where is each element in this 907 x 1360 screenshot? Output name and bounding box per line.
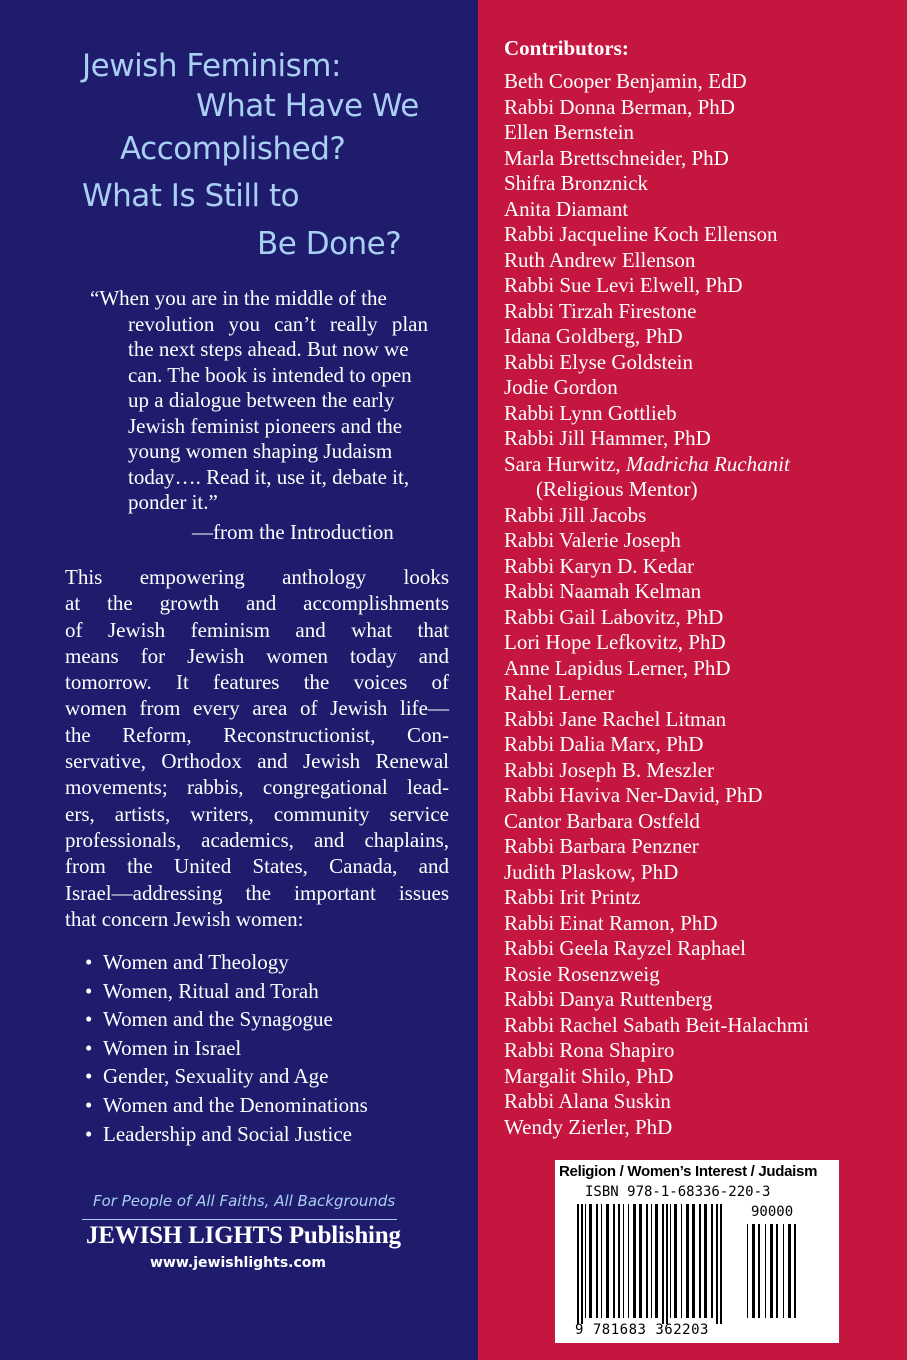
topic-label: Leadership and Social Justice [103,1121,353,1146]
barcode-bar [666,1204,668,1324]
barcode-category: Religion / Women’s Interest / Judaism [559,1163,818,1180]
barcode-bar [770,1224,773,1318]
publisher-tagline: For People of All Faiths, All Backgrounds [93,1192,396,1210]
title-line-1: Jewish Feminism: [82,48,341,84]
description-line: women from every area of Jewish life— [65,696,449,721]
contributor: Rabbi Donna Berman, PhD [504,94,735,119]
quote-line: can. The book is intended to open [128,362,412,387]
barcode-box [555,1160,839,1343]
barcode-bar [681,1204,682,1318]
bullet-icon: • [85,1121,93,1146]
contributor: Rabbi Jacqueline Koch Ellenson [504,222,778,246]
list-item [85,977,368,1006]
barcode-bar [670,1204,671,1318]
description-line: tomorrow. It features the voices of [65,670,449,695]
barcode-bar [788,1224,791,1318]
contributor: Rabbi Alana Suskin [504,1089,671,1113]
description-line: the Reform, Reconstructionist, Con- [65,722,449,747]
title-line-4: What Is Still to [82,178,300,214]
contributor: Jodie Gordon [504,375,618,399]
barcode-bar [589,1204,592,1318]
contributor: Rabbi Geela Rayzel Raphael [504,936,746,960]
barcode-bar [613,1204,615,1318]
description-line: that concern Jewish women: [65,906,304,931]
barcode-bar [765,1224,766,1318]
contributor: Rabbi Barbara Penzner [504,834,699,858]
contributor: Rabbi Dalia Marx, PhD [504,732,704,756]
description-line: This empowering anthology looks [65,565,449,589]
contributor: Margalit Shilo, PhD [504,1063,674,1088]
barcode-bar [720,1204,722,1324]
barcode-bar [628,1204,629,1318]
contributor-title: Madricha Ruchanit [625,451,790,476]
bullet-icon: • [85,1064,93,1089]
contributor: Shifra Bronznick [504,171,649,195]
bullet-icon: • [85,1007,93,1032]
topic-label: Women, Ritual and Torah [103,978,319,1003]
contributor [504,452,809,478]
list-item [85,1005,368,1034]
barcode-bar [623,1204,624,1318]
publisher-url[interactable]: www.jewishlights.com [150,1255,326,1271]
title-line-5: Be Done? [257,226,402,262]
intro-quote [90,286,428,516]
barcode-bar [596,1204,598,1318]
contributor: Wendy Zierler, PhD [504,1114,673,1139]
contributor: Rabbi Valerie Joseph [504,528,681,552]
barcode-bar [711,1204,713,1318]
barcode-bar [699,1204,701,1318]
bullet-icon: • [85,978,93,1003]
barcode-bar [747,1224,748,1318]
contributor: Rosie Rosenzweig [504,961,660,986]
barcode-bar [752,1224,755,1318]
barcode-bar [633,1204,636,1318]
contributor: Rahel Lerner [504,681,615,705]
contributor: Rabbi Einat Ramon, PhD [504,910,718,935]
contributor: Rabbi Haviva Ner-David, PhD [504,783,763,807]
barcode-bar [618,1204,620,1318]
topic-label: Women in Israel [103,1035,242,1060]
quote-line: up a dialogue between the early [128,388,395,412]
contributor: Rabbi Irit Printz [504,885,641,909]
topic-label: Women and Theology [103,950,289,974]
contributor: Rabbi Karyn D. Kedar [504,553,695,578]
quote-line: young women shaping Judaism [128,439,393,463]
contributor: Rabbi Naamah Kelman [504,579,702,603]
description-line: at the growth and accomplishments [65,591,449,616]
bullet-icon: • [85,1035,93,1060]
barcode-bar [651,1204,652,1318]
barcode-bar [655,1204,658,1318]
barcode-bar [581,1204,583,1324]
quote-line: ponder it.” [128,490,218,514]
description-line: ers, artists, writers, community service [65,801,449,826]
contributor: Cantor Barbara Ostfeld [504,808,700,833]
quote-line: Jewish feminist pioneers and the [128,413,403,438]
contributor: Lori Hope Lefkovitz, PhD [504,630,726,654]
contributor: Beth Cooper Benjamin, EdD [504,69,747,93]
barcode-bar [606,1204,609,1318]
quote-line: the next steps ahead. But now we [128,337,409,361]
barcode-bar [783,1224,784,1318]
list-item [85,1034,368,1063]
quote-line: today…. Read it, use it, debate it, [128,464,410,489]
contributors-list [504,69,809,1140]
list-item [85,1091,368,1120]
barcode-bar [776,1224,778,1318]
barcode-bar [686,1204,689,1318]
topic-label: Women and the Denominations [103,1092,368,1117]
barcode-bar [585,1204,586,1318]
ean-digits: 9 781683 362203 [575,1322,709,1338]
description-line: professionals, academics, and chaplains, [65,827,449,852]
description-line: from the United States, Canada, and [65,854,449,879]
barcode-bar [674,1204,677,1318]
barcode-bar [601,1204,602,1318]
contributor: Rabbi Gail Labovitz, PhD [504,604,724,629]
contributor-title-translation: (Religious Mentor) [536,477,698,501]
publisher-divider [82,1219,397,1220]
topic-list [85,948,368,1148]
description-line: Israel—addressing the important issues [65,880,449,905]
barcode-bar [704,1204,707,1318]
list-item [85,1120,368,1149]
list-item [85,1062,368,1091]
contributor: Ruth Andrew Ellenson [504,247,696,272]
barcode-bar [692,1204,695,1318]
contributor: Marla Brettschneider, PhD [504,145,729,170]
barcode-bar [758,1224,760,1318]
contributor: Rabbi Elyse Goldstein [504,349,693,374]
contributor: Rabbi Jill Jacobs [504,502,647,527]
topic-label: Gender, Sexuality and Age [103,1064,329,1089]
bullet-icon: • [85,1092,93,1117]
contributors-heading: Contributors: [504,36,629,60]
title-line-3: Accomplished? [120,131,346,167]
quote-attribution: —from the Introduction [192,520,394,544]
bullet-icon: • [85,950,93,974]
barcode-bar [646,1204,648,1318]
title-line-2: What Have We [196,88,419,124]
contributor: Rabbi Jill Hammer, PhD [504,426,711,450]
contributor: Rabbi Rachel Sabath Beit-Halachmi [504,1012,809,1037]
contributor: Anita Diamant [504,196,629,221]
contributor: Rabbi Danya Ruttenberg [504,987,713,1011]
contributor: Rabbi Lynn Gottlieb [504,400,677,425]
price-code: 90000 [751,1204,794,1220]
contributor: Rabbi Tirzah Firestone [504,298,697,323]
barcode-bar [716,1204,718,1324]
quote-line: revolution you can’t really plan [128,311,428,336]
description-line: movements; rabbis, congregational lead- [65,775,449,800]
list-item [85,948,368,977]
contributor: Ellen Bernstein [504,120,635,144]
contributor: Judith Plaskow, PhD [504,859,679,884]
description-line: servative, Orthodox and Jewish Renewal [65,749,449,774]
contributor: Rabbi Joseph B. Meszler [504,757,714,782]
contributor: Rabbi Rona Shapiro [504,1038,675,1062]
contributor: Rabbi Sue Levi Elwell, PhD [504,273,743,297]
isbn-text: ISBN 978-1-68336-220-3 [585,1184,771,1200]
quote-line: “When you are in the middle of the [90,286,387,310]
description-line: means for Jewish women today and [65,643,449,668]
contributor-name: Sara Hurwitz, [504,451,621,476]
topic-label: Women and the Synagogue [103,1007,333,1032]
barcode-bar [639,1204,642,1318]
barcode-bar [662,1204,664,1324]
barcode-bar [794,1224,796,1318]
contributor: Rabbi Jane Rachel Litman [504,706,727,731]
contributor: Idana Goldberg, PhD [504,324,683,348]
barcode-bar [577,1204,579,1324]
description-line: of Jewish feminism and what that [65,617,449,642]
contributor: Anne Lapidus Lerner, PhD [504,655,731,680]
description [65,564,449,932]
publisher-name: JEWISH LIGHTS Publishing [86,1222,401,1249]
